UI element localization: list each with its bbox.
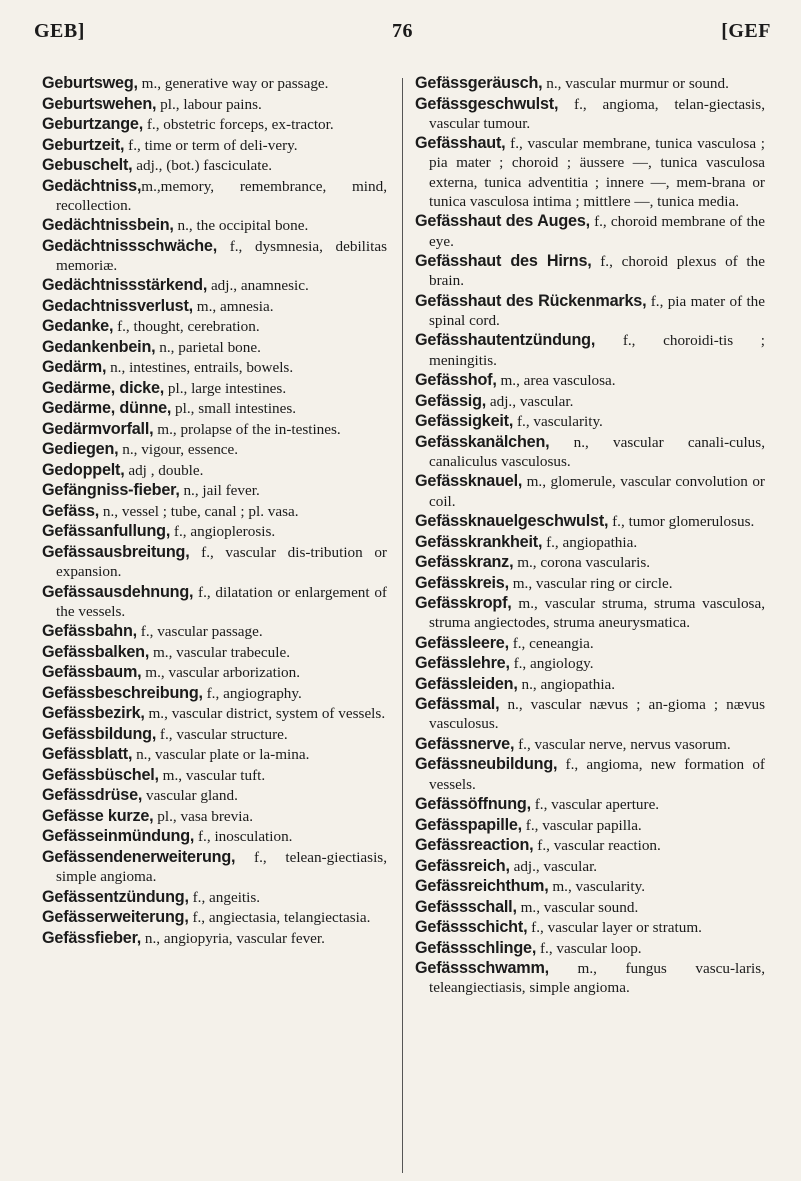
dictionary-entry bbox=[415, 392, 765, 411]
entry-headword: Gefässhaut des Rückenmarks, bbox=[415, 291, 647, 310]
entry-definition: pl., vasa brevia. bbox=[153, 807, 254, 825]
entry-headword: Gefässhaut des Auges, bbox=[415, 212, 590, 231]
entry-definition: m.,memory, remembrance, mind, recollection. bbox=[56, 177, 387, 214]
dictionary-entry bbox=[42, 358, 387, 377]
dictionary-entry bbox=[42, 766, 387, 785]
entry-definition: m., vascular sound. bbox=[516, 898, 639, 916]
dictionary-entry bbox=[42, 74, 387, 93]
dictionary-entry bbox=[42, 276, 387, 295]
dictionary-entry bbox=[42, 440, 387, 459]
entry-headword: Gedächtnissschwäche, bbox=[42, 236, 218, 255]
dictionary-entry bbox=[42, 115, 387, 134]
dictionary-entry bbox=[42, 136, 387, 155]
dictionary-entry bbox=[415, 594, 765, 632]
entry-headword: Gedanke, bbox=[42, 317, 114, 336]
entry-headword: Gefässreichthum, bbox=[415, 877, 549, 896]
entry-definition: f., angioma, new formation of vessels. bbox=[429, 756, 765, 793]
dictionary-entry bbox=[42, 156, 387, 175]
entry-definition: n., vascular nævus ; an-gioma ; nævus vasculosus. bbox=[429, 696, 765, 733]
entry-headword: Geburtzange, bbox=[42, 115, 144, 133]
entry-definition: n., angiopyria, vascular fever. bbox=[141, 929, 325, 947]
entry-definition: m., vascular district, system of vessels. bbox=[144, 705, 386, 723]
dictionary-entry bbox=[42, 481, 387, 500]
entry-headword: Gedoppelt, bbox=[42, 460, 125, 479]
entry-headword: Gefäss, bbox=[42, 501, 100, 520]
entry-headword: Gefässknauelgeschwulst, bbox=[415, 512, 609, 531]
dictionary-entry bbox=[415, 634, 765, 653]
entry-headword: Gefässkanälchen, bbox=[415, 432, 550, 451]
entry-headword: Gefässnerve, bbox=[415, 734, 515, 753]
column-divider bbox=[402, 78, 403, 1173]
dictionary-entry bbox=[415, 877, 765, 896]
dictionary-entry bbox=[415, 252, 765, 290]
entry-definition: f., choroid plexus of the brain. bbox=[429, 253, 765, 290]
dictionary-entry bbox=[415, 898, 765, 917]
entry-headword: Gedankenbein, bbox=[42, 337, 156, 356]
entry-headword: Geburtswehen, bbox=[42, 94, 157, 113]
dictionary-entry bbox=[415, 836, 765, 855]
entry-definition: m., prolapse of the in-testines. bbox=[153, 420, 341, 438]
dictionary-entry bbox=[42, 807, 387, 826]
dictionary-entry bbox=[415, 959, 765, 997]
entry-definition: n., vascular murmur or sound. bbox=[542, 75, 729, 92]
dictionary-entry bbox=[42, 95, 387, 114]
entry-headword: Gefässkrankheit, bbox=[415, 532, 543, 551]
entry-definition: f., angeitis. bbox=[188, 888, 261, 906]
entry-definition: f., choroidi-tis ; meningitis. bbox=[429, 332, 765, 369]
dictionary-entry bbox=[42, 643, 387, 662]
entry-definition: f., pia mater of the spinal cord. bbox=[429, 292, 766, 329]
entry-definition: vascular gland. bbox=[142, 787, 238, 805]
dictionary-entry bbox=[415, 371, 765, 390]
entry-definition: adj., vascular. bbox=[486, 392, 574, 410]
dictionary-entry bbox=[415, 857, 765, 876]
dictionary-entry bbox=[42, 583, 387, 621]
entry-definition: f., tumor glomerulosus. bbox=[608, 513, 755, 531]
dictionary-entry bbox=[415, 755, 765, 793]
entry-headword: Geburtzeit, bbox=[42, 135, 125, 154]
entry-headword: Gefässblatt, bbox=[42, 745, 133, 764]
entry-headword: Gefässgeräusch, bbox=[415, 74, 543, 92]
entry-headword: Gefässreich, bbox=[415, 856, 510, 875]
dictionary-entry bbox=[42, 522, 387, 541]
page-header bbox=[34, 20, 771, 50]
dictionary-entry bbox=[415, 74, 765, 93]
entry-headword: Gefässeinmündung, bbox=[42, 827, 195, 846]
entry-definition: f., vascular layer or stratum. bbox=[527, 919, 702, 937]
entry-definition: f., vascular loop. bbox=[536, 939, 642, 957]
dictionary-entry bbox=[42, 704, 387, 723]
entry-definition: f., vascular nerve, nervus vasorum. bbox=[514, 735, 731, 753]
entry-headword: Gedächtnissbein, bbox=[42, 216, 174, 235]
dictionary-entry bbox=[42, 929, 387, 948]
dictionary-entry bbox=[415, 654, 765, 673]
entry-definition: n., the occipital bone. bbox=[173, 217, 309, 235]
dictionary-entry bbox=[42, 297, 387, 316]
entry-headword: Gefässbüschel, bbox=[42, 765, 159, 784]
dictionary-entry bbox=[415, 412, 765, 431]
entry-headword: Gefässbezirk, bbox=[42, 704, 145, 723]
entry-headword: Gedachtnissverlust, bbox=[42, 296, 193, 315]
entry-definition: f., vascular papilla. bbox=[521, 816, 642, 834]
entry-definition: m., vascularity. bbox=[548, 878, 645, 896]
entry-headword: Gefässe kurze, bbox=[42, 806, 154, 825]
dictionary-entry bbox=[42, 786, 387, 805]
entry-definition: adj , double. bbox=[124, 461, 204, 479]
entry-definition: adj., anamnesic. bbox=[207, 277, 309, 295]
dictionary-entry bbox=[415, 918, 765, 937]
entry-definition: pl., small intestines. bbox=[171, 400, 297, 418]
dictionary-entry bbox=[42, 502, 387, 521]
entry-headword: Gefässausdehnung, bbox=[42, 582, 194, 601]
dictionary-entry bbox=[42, 725, 387, 744]
dictionary-entry bbox=[42, 216, 387, 235]
entry-headword: Gefässschicht, bbox=[415, 918, 528, 937]
entry-headword: Gediegen, bbox=[42, 440, 119, 459]
entry-definition: adj., (bot.) fasciculate. bbox=[132, 157, 273, 174]
entry-headword: Gefässkropf, bbox=[415, 594, 512, 613]
entry-headword: Gefässhof, bbox=[415, 371, 497, 390]
dictionary-entry bbox=[42, 379, 387, 398]
entry-headword: Gefässhaut des Hirns, bbox=[415, 252, 592, 271]
entry-definition: m., corona vascularis. bbox=[513, 554, 651, 572]
dictionary-entry bbox=[415, 553, 765, 572]
entry-definition: f., vascular dis-tribution or expansion. bbox=[56, 543, 387, 581]
entry-headword: Gefässmal, bbox=[415, 695, 500, 714]
dictionary-entry bbox=[42, 237, 387, 275]
entry-definition: f., ceneangia. bbox=[508, 634, 594, 652]
entry-definition: f., dilatation or enlargement of the vessels. bbox=[56, 583, 387, 620]
entry-headword: Gedärmvorfall, bbox=[42, 419, 154, 438]
entry-headword: Gefässlehre, bbox=[415, 654, 510, 673]
entry-definition: f., vascular aperture. bbox=[530, 796, 660, 814]
entry-headword: Gefängniss-fieber, bbox=[42, 481, 180, 500]
right-column bbox=[415, 74, 765, 999]
dictionary-entry bbox=[42, 663, 387, 682]
entry-definition: m., glomerule, vascular convolution or coil. bbox=[429, 473, 765, 510]
entry-headword: Gefässkranz, bbox=[415, 553, 514, 572]
entry-definition: m., vascular tuft. bbox=[158, 766, 266, 784]
entry-headword: Gefässentzündung, bbox=[42, 887, 189, 906]
entry-headword: Gefässbeschreibung, bbox=[42, 683, 203, 702]
entry-headword: Gefässknauel, bbox=[415, 472, 523, 491]
entry-headword: Gefässhautentzündung, bbox=[415, 331, 596, 350]
dictionary-entry bbox=[42, 338, 387, 357]
entry-headword: Gefässneubildung, bbox=[415, 755, 558, 774]
entry-definition: f., vascular passage. bbox=[136, 623, 263, 641]
entry-headword: Gefässreaction, bbox=[415, 836, 534, 855]
dictionary-entry bbox=[42, 745, 387, 764]
dictionary-entry bbox=[42, 317, 387, 336]
entry-headword: Gefässschwamm, bbox=[415, 959, 549, 978]
dictionary-entry bbox=[415, 331, 765, 369]
entry-definition: f., vascular structure. bbox=[156, 725, 288, 743]
entry-headword: Gedächtniss, bbox=[42, 176, 142, 195]
entry-headword: Gefässerweiterung, bbox=[42, 908, 189, 927]
entry-definition: m., vascular trabecule. bbox=[149, 643, 291, 661]
entry-definition: n., jail fever. bbox=[179, 482, 260, 500]
entry-headword: Gedärm, bbox=[42, 358, 107, 377]
entry-definition: n., angiopathia. bbox=[517, 675, 616, 693]
entry-definition: n., vascular canali-culus, canaliculus vasculosus. bbox=[429, 433, 765, 470]
entry-definition: m., amnesia. bbox=[192, 297, 274, 315]
dictionary-entry bbox=[415, 695, 765, 733]
entry-definition: f., inosculation. bbox=[194, 828, 293, 846]
entry-definition: n., vigour, essence. bbox=[118, 441, 239, 459]
dictionary-entry bbox=[42, 827, 387, 846]
dictionary-entry bbox=[415, 512, 765, 531]
entry-definition: f., angioplerosis. bbox=[170, 523, 276, 541]
entry-headword: Gedächtnissstärkend, bbox=[42, 276, 208, 295]
dictionary-entry bbox=[42, 622, 387, 641]
dictionary-entry bbox=[415, 675, 765, 694]
dictionary-entry bbox=[42, 177, 387, 215]
dictionary-entry bbox=[415, 735, 765, 754]
entry-headword: Gefässendenerweiterung, bbox=[42, 847, 236, 866]
entry-definition: n., vessel ; tube, canal ; pl. vasa. bbox=[99, 502, 299, 520]
dictionary-entry bbox=[42, 684, 387, 703]
entry-definition: pl., large intestines. bbox=[164, 379, 287, 397]
dictionary-entry bbox=[42, 848, 387, 886]
entry-definition: f., telean-giectiasis, simple angioma. bbox=[56, 848, 387, 886]
entry-headword: Gefässhaut, bbox=[415, 134, 506, 153]
entry-headword: Gefässleiden, bbox=[415, 674, 518, 693]
entry-definition: f., thought, cerebration. bbox=[113, 318, 260, 336]
entry-definition: n., parietal bone. bbox=[155, 338, 261, 356]
entry-headword: Gefässanfullung, bbox=[42, 522, 171, 541]
page-number: 76 bbox=[392, 20, 413, 42]
entry-headword: Gefässbalken, bbox=[42, 642, 150, 661]
entry-definition: adj., vascular. bbox=[509, 857, 598, 875]
entry-headword: Gefässschall, bbox=[415, 897, 517, 916]
header-left-guideword: GEB] bbox=[34, 20, 85, 42]
dictionary-entry bbox=[42, 461, 387, 480]
dictionary-entry bbox=[42, 399, 387, 418]
entry-headword: Gefässigkeit, bbox=[415, 412, 514, 431]
dictionary-entry bbox=[415, 292, 765, 330]
entry-definition: f., dysmnesia, debilitas memoriæ. bbox=[56, 237, 387, 274]
entry-definition: f., vascularity. bbox=[513, 413, 603, 431]
entry-definition: m., area vasculosa. bbox=[496, 372, 616, 390]
entry-definition: f., angioma, telan-giectasis, vascular tumour. bbox=[429, 95, 765, 132]
entry-definition: f., vascular membrane, tunica vasculosa ; pia mater ; choroid ; äussere —, tunica vasculosa externa, tunica adventitia ; innere —, mem-brana or tunica vasculosa intima ; mittlere —, tunica media. bbox=[429, 135, 765, 210]
dictionary-entry bbox=[415, 939, 765, 958]
entry-definition: m., vascular struma, struma vasculosa, struma angiectodes, struma aneurysmatica. bbox=[429, 595, 765, 632]
entry-definition: f., choroid membrane of the eye. bbox=[429, 213, 765, 250]
entry-headword: Gefässbahn, bbox=[42, 622, 137, 641]
entry-headword: Gefässpapille, bbox=[415, 815, 522, 834]
entry-headword: Gedärme, dünne, bbox=[42, 399, 172, 418]
entry-headword: Gefässschlinge, bbox=[415, 938, 537, 957]
entry-headword: Gefässdrüse, bbox=[42, 786, 143, 805]
entry-definition: f., angiography. bbox=[202, 684, 302, 702]
header-right-guideword: [GEF bbox=[721, 20, 771, 42]
dictionary-entry bbox=[415, 816, 765, 835]
dictionary-entry bbox=[42, 543, 387, 581]
entry-definition: f., time or term of deli-very. bbox=[124, 136, 298, 154]
entry-headword: Gefässbildung, bbox=[42, 724, 157, 743]
entry-definition: pl., labour pains. bbox=[156, 95, 262, 113]
entry-definition: m., vascular arborization. bbox=[141, 664, 301, 682]
left-column bbox=[42, 74, 387, 949]
dictionary-entry bbox=[415, 433, 765, 471]
entry-headword: Gefässleere, bbox=[415, 633, 509, 652]
entry-headword: Gefässfieber, bbox=[42, 928, 142, 947]
entry-headword: Gefässöffnung, bbox=[415, 795, 531, 814]
entry-definition: f., angiopathia. bbox=[542, 533, 638, 551]
entry-definition: m., fungus vascu-laris, teleangiectiasis, simple angioma. bbox=[429, 960, 765, 997]
entry-definition: n., intestines, entrails, bowels. bbox=[106, 359, 294, 377]
entry-definition: f., vascular reaction. bbox=[533, 837, 661, 855]
entry-definition: f., angiectasia, telangiectasia. bbox=[188, 909, 371, 927]
entry-definition: m., generative way or passage. bbox=[137, 75, 329, 92]
dictionary-entry bbox=[42, 420, 387, 439]
entry-headword: Gefässausbreitung, bbox=[42, 542, 190, 561]
entry-definition: m., vascular ring or circle. bbox=[508, 574, 673, 592]
dictionary-entry bbox=[415, 574, 765, 593]
entry-headword: Gefässgeschwulst, bbox=[415, 94, 559, 113]
entry-headword: Geburtsweg, bbox=[42, 74, 138, 92]
entry-definition: n., vascular plate or la-mina. bbox=[132, 746, 310, 764]
entry-headword: Gefässbaum, bbox=[42, 663, 142, 682]
entry-headword: Gefässig, bbox=[415, 391, 487, 410]
dictionary-entry bbox=[42, 908, 387, 927]
dictionary-entry bbox=[415, 95, 765, 133]
dictionary-entry bbox=[415, 472, 765, 510]
dictionary-entry bbox=[415, 795, 765, 814]
entry-headword: Gefässkreis, bbox=[415, 573, 509, 592]
entry-headword: Gedärme, dicke, bbox=[42, 378, 165, 397]
entry-headword: Gebuschelt, bbox=[42, 156, 133, 174]
dictionary-entry bbox=[415, 212, 765, 250]
dictionary-entry bbox=[415, 533, 765, 552]
entry-definition: f., angiology. bbox=[509, 655, 594, 673]
dictionary-entry bbox=[42, 888, 387, 907]
dictionary-entry bbox=[415, 134, 765, 211]
entry-definition: f., obstetric forceps, ex-tractor. bbox=[143, 116, 334, 133]
